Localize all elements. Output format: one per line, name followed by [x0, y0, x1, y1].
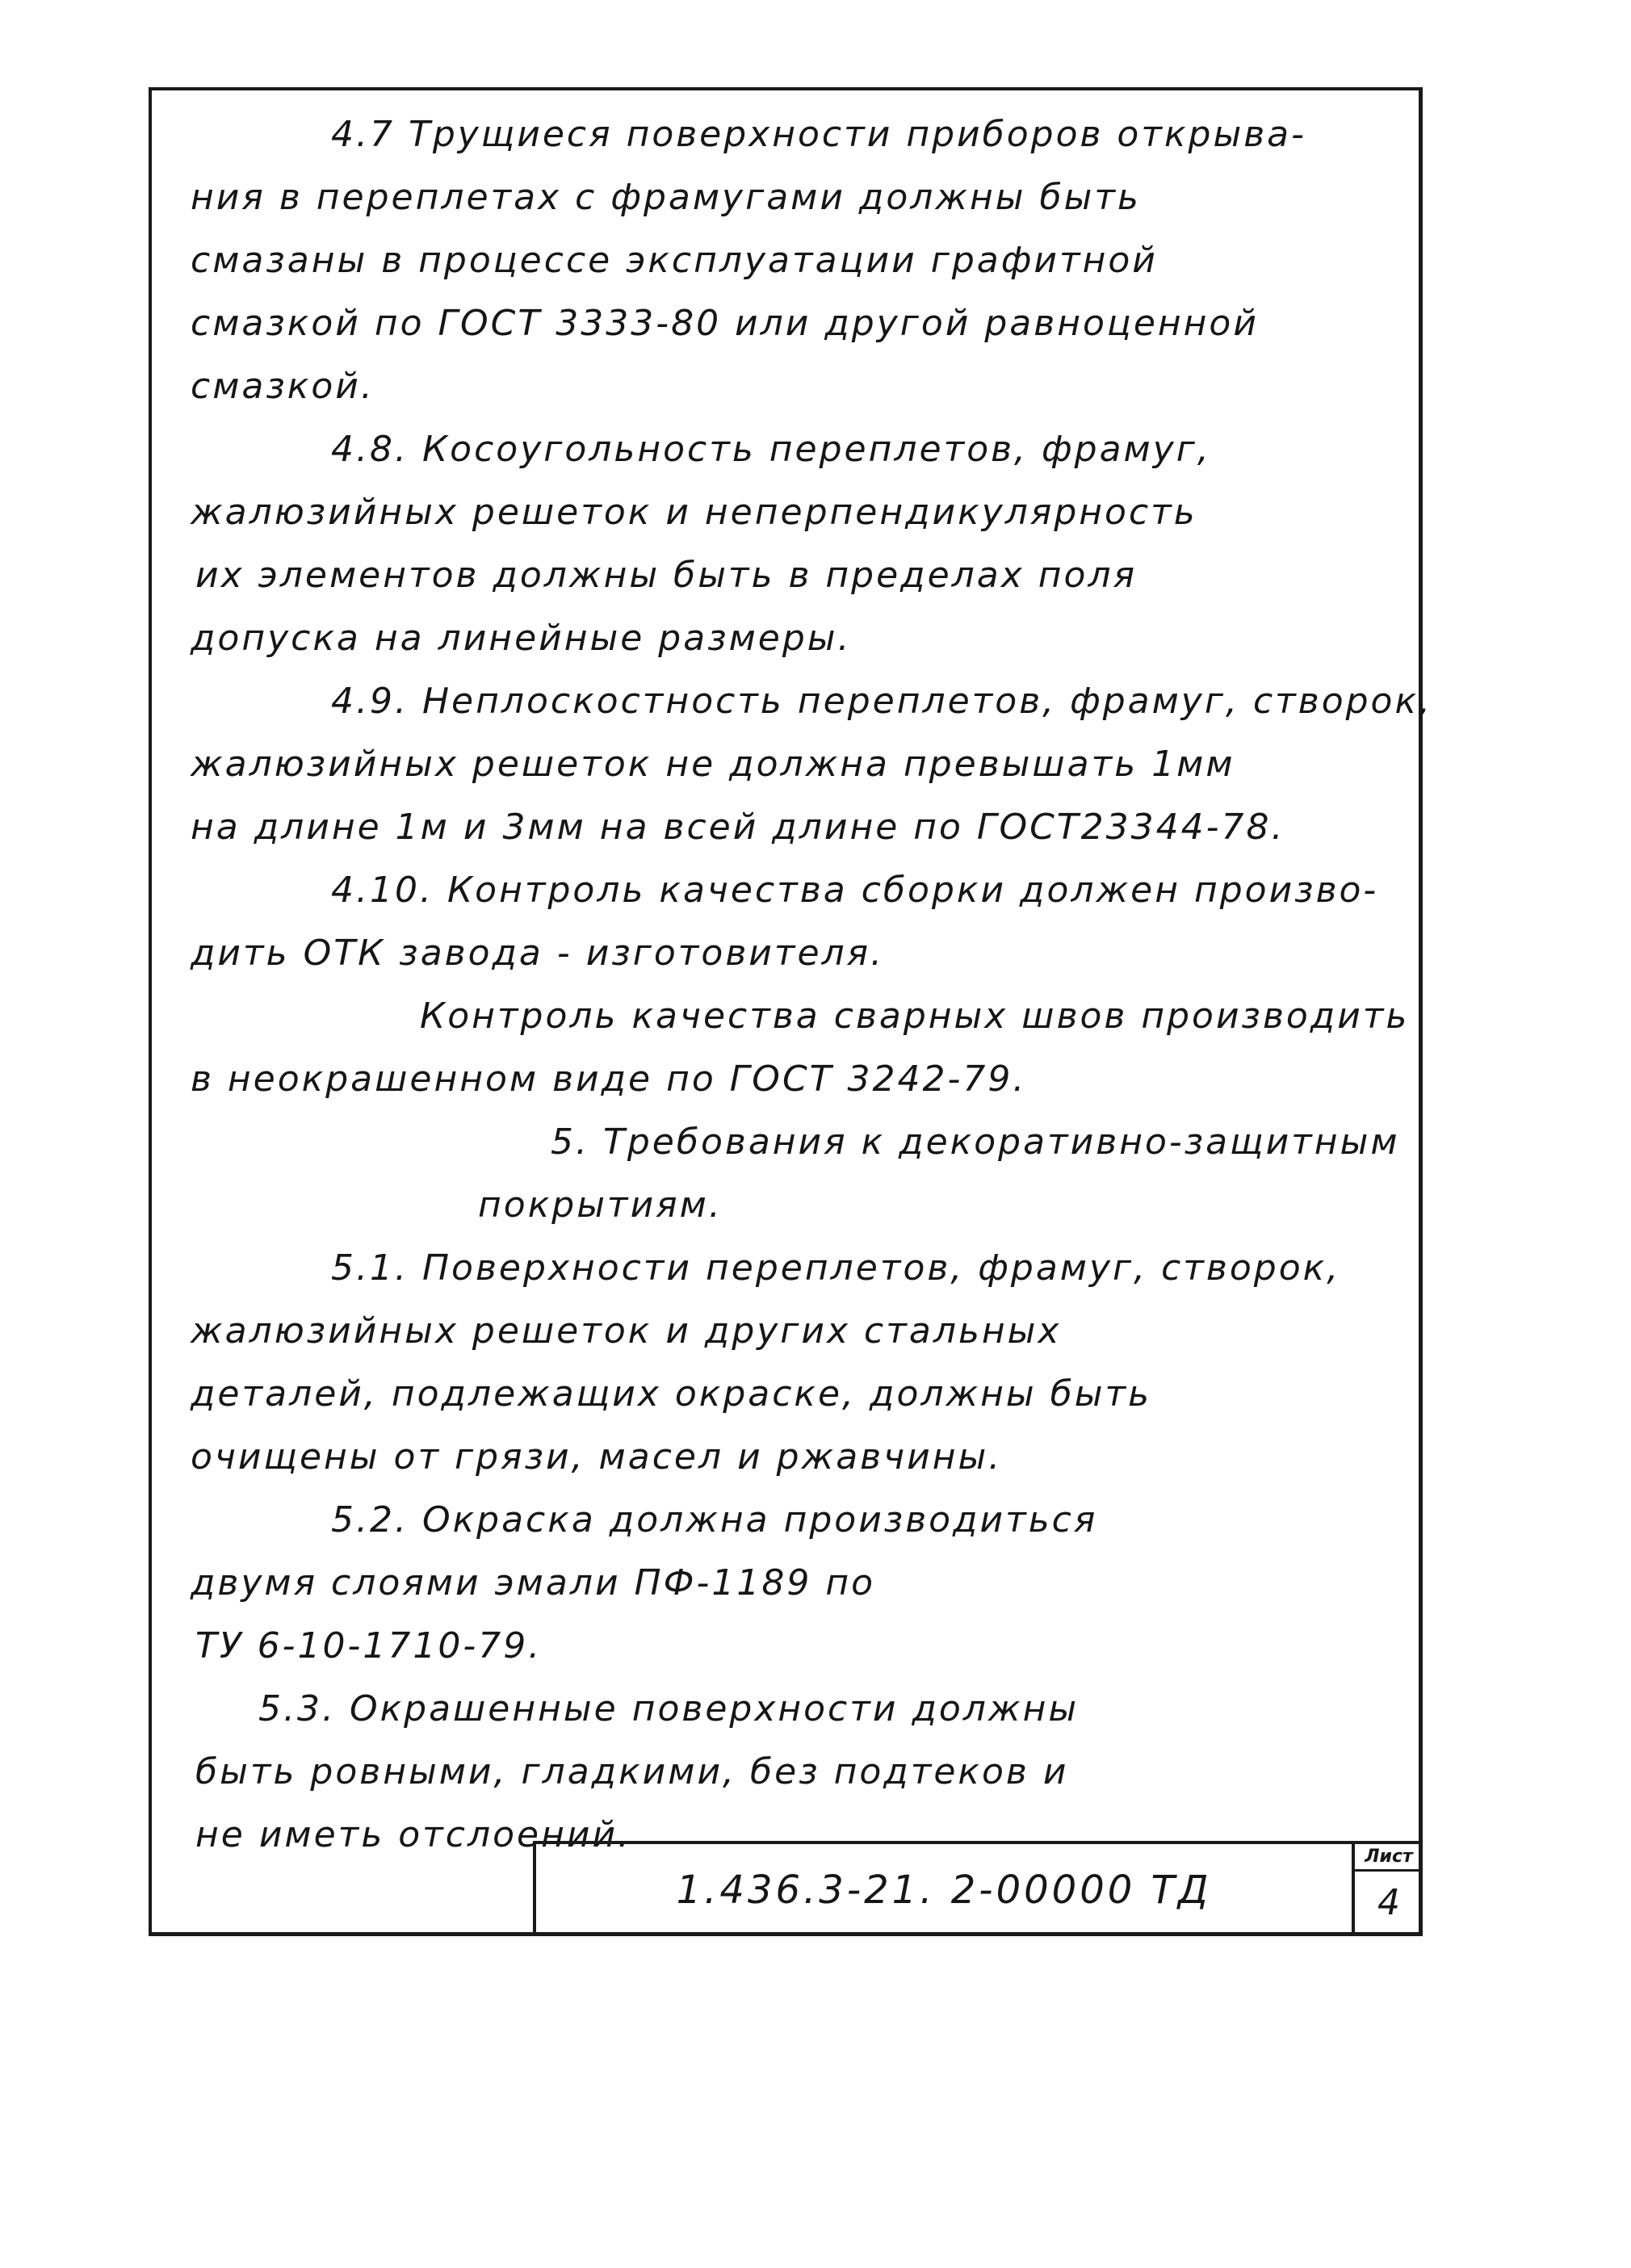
- paragraph-5-1-line: жалюзийных решеток и других стальных: [191, 1310, 1062, 1352]
- paragraph-4-10-line: Контроль качества сварных швов производить: [420, 996, 1410, 1037]
- paragraph-4-9-line: жалюзийных решеток не должна превышать 1мм: [191, 744, 1235, 785]
- paragraph-4-7-line: смазкой по ГОСТ 3333-80 или другой равноценной: [191, 303, 1259, 344]
- paragraph-4-8-line: их элементов должны быть в пределах поля: [195, 555, 1138, 596]
- paragraph-4-8-line: жалюзийных решеток и неперпендикулярность: [191, 492, 1197, 533]
- title-block: [533, 1841, 1423, 1936]
- paragraph-5-2-line: двумя слоями эмали ПФ-1189 по: [191, 1562, 876, 1604]
- paragraph-5-3-line: 5.3. Окрашенные поверхности должны: [258, 1688, 1080, 1729]
- paragraph-4-7-line: 4.7 Трущиеся поверхности приборов открыва-: [331, 114, 1306, 155]
- document-code: 1.436.3-21. 2-00000 ТД: [676, 1868, 1212, 1913]
- paragraph-4-7-line: ния в переплетах с фрамугами должны быть: [191, 177, 1141, 218]
- document-body: [187, 103, 1433, 1867]
- section-5-heading: 5. Требования к декоративно-защитным: [551, 1121, 1400, 1163]
- paragraph-4-9-line: на длине 1м и 3мм на всей длине по ГОСТ23344-78.: [191, 807, 1285, 848]
- paragraph-5-3-line: не иметь отслоений.: [195, 1814, 632, 1855]
- paragraph-5-3-line: быть ровными, гладкими, без подтеков и: [195, 1751, 1069, 1792]
- paragraph-5-1-line: 5.1. Поверхности переплетов, фрамуг, створок,: [331, 1247, 1341, 1289]
- section-5-heading: покрытиям.: [478, 1184, 723, 1226]
- paragraph-4-10-line: в неокрашенном виде по ГОСТ 3242-79.: [191, 1059, 1027, 1100]
- paragraph-4-9-line: 4.9. Неплоскостность переплетов, фрамуг, створок,: [331, 681, 1433, 722]
- paragraph-4-7-line: смазкой.: [191, 366, 375, 407]
- sheet-cell: [1352, 1844, 1423, 1936]
- sheet-label: Лист: [1355, 1844, 1423, 1872]
- paragraph-5-2-line: ТУ 6-10-1710-79.: [195, 1625, 543, 1666]
- paragraph-4-8-line: 4.8. Косоугольность переплетов, фрамуг,: [331, 429, 1211, 470]
- paragraph-5-1-line: очищены от грязи, масел и ржавчины.: [191, 1436, 1003, 1478]
- paragraph-5-1-line: деталей, подлежащих окраске, должны быть: [191, 1373, 1152, 1415]
- paragraph-5-2-line: 5.2. Окраска должна производиться: [331, 1499, 1098, 1541]
- sheet-number: 4: [1377, 1882, 1400, 1923]
- paragraph-4-8-line: допуска на линейные размеры.: [191, 618, 852, 659]
- paragraph-4-7-line: смазаны в процессе эксплуатации графитной: [191, 240, 1158, 281]
- paragraph-4-10-line: дить ОТК завода - изготовителя.: [191, 933, 885, 974]
- paragraph-4-10-line: 4.10. Контроль качества сборки должен произво-: [331, 870, 1379, 911]
